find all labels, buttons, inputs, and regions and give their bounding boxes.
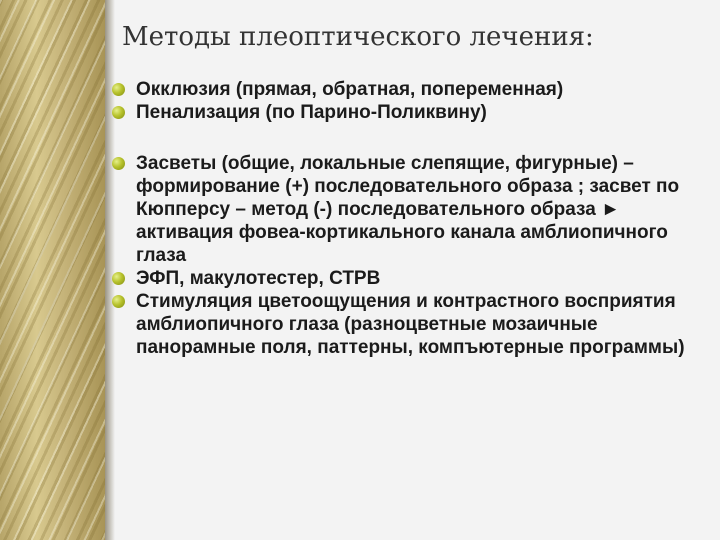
bullet-item-penalization bbox=[110, 101, 710, 124]
bullet-list bbox=[110, 78, 710, 359]
green-circle-bullet-icon bbox=[112, 295, 125, 308]
bullet-item-illumination bbox=[110, 152, 710, 267]
bullet-text: Засветы (общие, локальные слепящие, фигурные) – формирование (+) последовательного образа ; засвет по Кюпперсу – метод (-) последовательного образа ► активация фовеа-кортикального канала амблиопичного глаза bbox=[136, 153, 680, 266]
bullet-text: Стимуляция цветоощущения и контрастного восприятия амблиопичного глаза (разноцветные мозаичные панорамные поля, паттерны, компъютерные программы) bbox=[136, 291, 685, 358]
bullet-item-stimulation bbox=[110, 290, 710, 359]
bullet-item-occlusion bbox=[110, 78, 710, 101]
spacer bbox=[110, 124, 710, 152]
bullet-text: Пенализация (по Парино-Поликвину) bbox=[136, 102, 487, 123]
green-circle-bullet-icon bbox=[112, 83, 125, 96]
green-circle-bullet-icon bbox=[112, 272, 125, 285]
green-circle-bullet-icon bbox=[112, 106, 125, 119]
slide-title: Методы плеоптического лечения: bbox=[122, 22, 594, 52]
green-circle-bullet-icon bbox=[112, 157, 125, 170]
bullet-text: Окклюзия (прямая, обратная, попеременная) bbox=[136, 79, 564, 100]
decorative-side-band bbox=[0, 0, 105, 540]
bullet-text: ЭФП, макулотестер, СТРВ bbox=[136, 268, 381, 289]
bullet-item-efp bbox=[110, 267, 710, 290]
